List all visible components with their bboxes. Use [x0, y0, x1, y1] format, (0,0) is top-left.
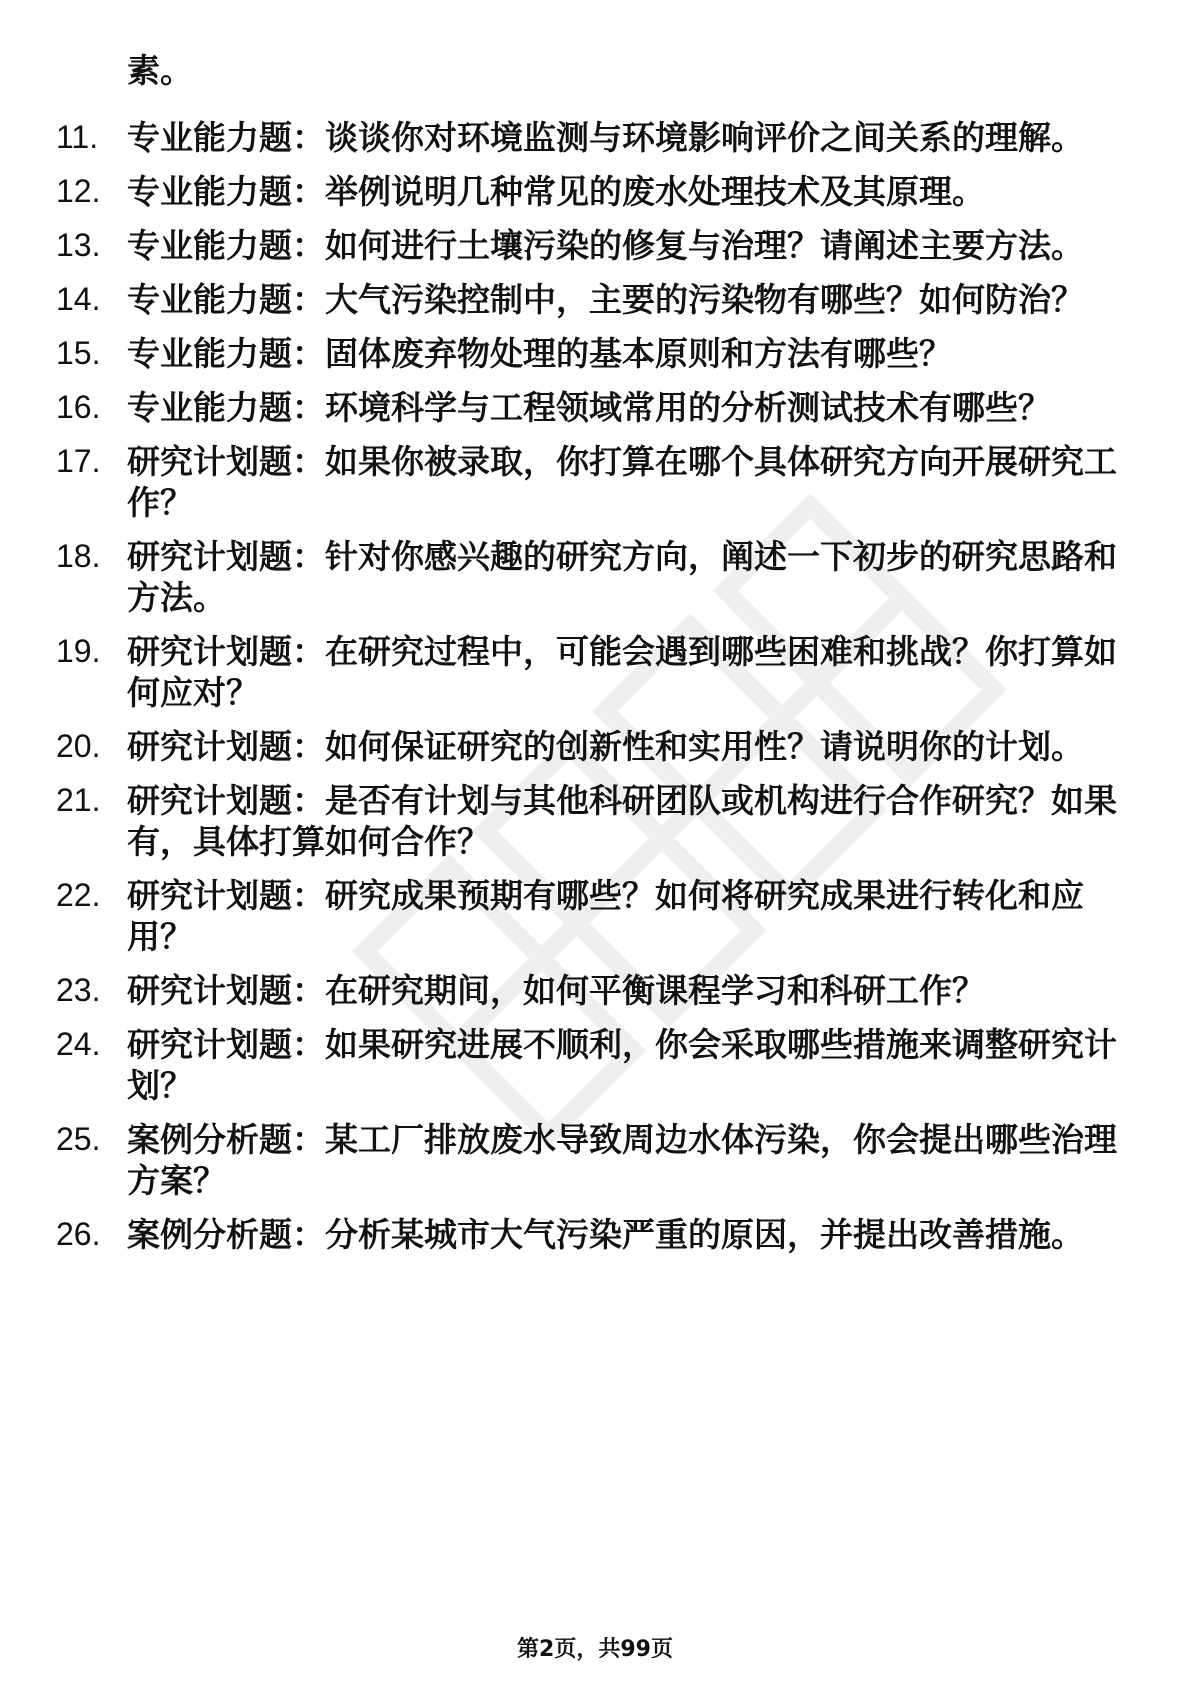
item-text: 研究计划题：如果你被录取，你打算在哪个具体研究方向开展研究工作？ — [127, 442, 1117, 522]
item-text: 研究计划题：在研究期间，如何平衡课程学习和科研工作？ — [127, 971, 985, 1010]
item-number: 21. — [56, 782, 101, 818]
continued-text: 素。 — [127, 51, 193, 90]
list-item — [0, 387, 1117, 428]
list-item — [0, 970, 1117, 1011]
list-item — [0, 117, 1117, 158]
list-item — [0, 1214, 1117, 1255]
item-text: 专业能力题：举例说明几种常见的废水处理技术及其原理。 — [127, 172, 985, 211]
list-item — [0, 631, 1117, 713]
item-text: 研究计划题：在研究过程中，可能会遇到哪些困难和挑战？你打算如何应对？ — [127, 632, 1117, 712]
list-item — [0, 1024, 1117, 1106]
item-number: 19. — [56, 633, 101, 669]
item-text: 研究计划题：是否有计划与其他科研团队或机构进行合作研究？如果有，具体打算如何合作？ — [127, 781, 1117, 861]
list-item — [0, 875, 1117, 957]
item-text: 研究计划题：如何保证研究的创新性和实用性？请说明你的计划。 — [127, 727, 1084, 766]
item-number: 11. — [56, 119, 99, 155]
item-number: 13. — [56, 227, 101, 263]
item-text: 案例分析题：分析某城市大气污染严重的原因，并提出改善措施。 — [127, 1215, 1084, 1254]
item-text: 研究计划题：如果研究进展不顺利，你会采取哪些措施来调整研究计划？ — [127, 1025, 1117, 1105]
item-number: 17. — [56, 443, 101, 479]
list-item — [0, 279, 1117, 320]
item-text: 案例分析题：某工厂排放废水导致周边水体污染，你会提出哪些治理方案？ — [127, 1120, 1117, 1200]
list-item — [0, 441, 1117, 523]
list-item — [0, 536, 1117, 618]
item-text: 专业能力题：环境科学与工程领域常用的分析测试技术有哪些？ — [127, 388, 1051, 427]
page-footer: 第2页，共99页 — [517, 1637, 673, 1662]
item-number: 25. — [56, 1121, 101, 1157]
item-number: 18. — [56, 538, 101, 574]
question-list — [0, 104, 1117, 1255]
item-number: 24. — [56, 1026, 101, 1062]
item-number: 12. — [56, 173, 101, 209]
item-number: 23. — [56, 972, 101, 1008]
item-text: 专业能力题：固体废弃物处理的基本原则和方法有哪些？ — [127, 334, 952, 373]
item-number: 14. — [56, 281, 101, 317]
list-item — [0, 225, 1117, 266]
item-number: 20. — [56, 728, 101, 764]
item-number: 26. — [56, 1216, 101, 1252]
item-text: 专业能力题：大气污染控制中，主要的污染物有哪些？如何防治？ — [127, 280, 1084, 319]
item-number: 16. — [56, 389, 101, 425]
list-item — [0, 333, 1117, 374]
item-text: 研究计划题：研究成果预期有哪些？如何将研究成果进行转化和应用？ — [127, 876, 1084, 956]
list-item — [0, 171, 1117, 212]
item-text: 专业能力题：如何进行土壤污染的修复与治理？请阐述主要方法。 — [127, 226, 1084, 265]
item-text: 专业能力题：谈谈你对环境监测与环境影响评价之间关系的理解。 — [127, 118, 1084, 157]
item-number: 22. — [56, 877, 101, 913]
item-number: 15. — [56, 335, 101, 371]
list-item — [0, 1119, 1117, 1201]
list-item — [0, 780, 1117, 862]
item-text: 研究计划题：针对你感兴趣的研究方向，阐述一下初步的研究思路和方法。 — [127, 537, 1117, 617]
list-item — [0, 726, 1117, 767]
